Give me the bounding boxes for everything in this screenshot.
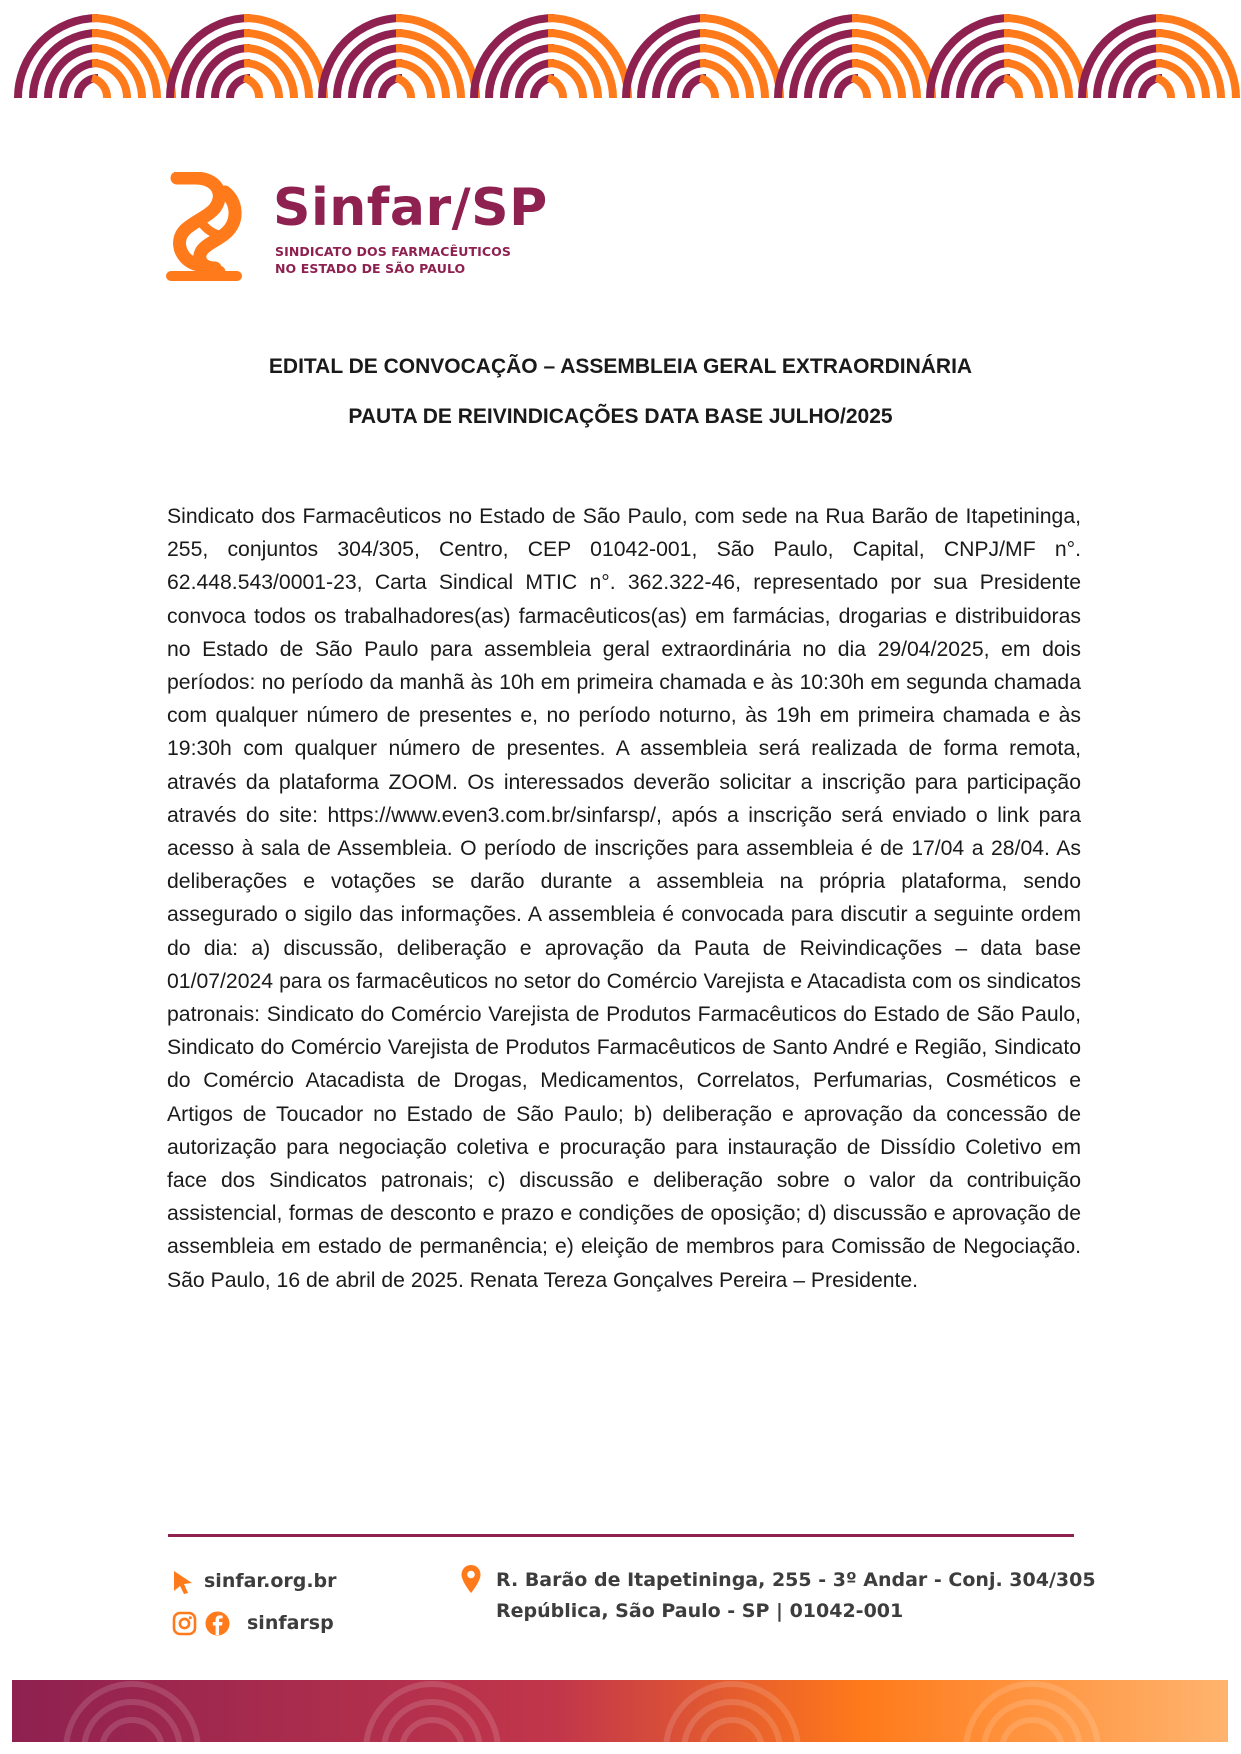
footer-divider — [168, 1534, 1074, 1537]
location-pin-icon — [460, 1564, 482, 1594]
address-line2: República, São Paulo - SP | 01042-001 — [496, 1600, 904, 1622]
brand-name: Sinfar/SP — [273, 178, 548, 238]
top-decorative-band — [0, 0, 1241, 110]
sinfar-logo-mark-icon — [165, 172, 245, 282]
address-line1: R. Barão de Itapetininga, 255 - 3º Andar - Conj. 304/305 — [496, 1569, 1096, 1591]
document-title: EDITAL DE CONVOCAÇÃO – ASSEMBLEIA GERAL EXTRAORDINÁRIA — [268, 355, 973, 378]
instagram-icon[interactable] — [172, 1611, 197, 1636]
brand-subtitle-line1: SINDICATO DOS FARMACÊUTICOS — [275, 244, 511, 259]
bottom-decorative-band — [12, 1680, 1228, 1742]
social-handle[interactable]: sinfarsp — [247, 1612, 334, 1634]
document-subtitle: PAUTA DE REIVINDICAÇÕES DATA BASE JULHO/2025 — [348, 405, 893, 428]
convocation-body: Sindicato dos Farmacêuticos no Estado de São Paulo, com sede na Rua Barão de Itapetininga, 255, conjuntos 304/305, Centro, CEP 01042-001, São Paulo, Capital, CNPJ/MF n°. 62.448.543/0001-23, Carta Sindical MTIC n°. 362.322-46, representado por sua Presidente convoca todos os trabalhadores(as) farmacêuticos(as) em farmácias, drogarias e distribuidoras no Estado de São Paulo para assembleia geral extraordinária no dia 29/04/2025, em dois períodos: no período da manhã às 10h em primeira chamada e às 10:30h em segunda chamada com qualquer número de presentes e, no período noturno, às 19h em primeira chamada e às 19:30h com qualquer número de presentes. A assembleia será realizada de forma remota, através da plataforma ZOOM. Os interessados deverão solicitar a inscrição para participação através do site: https://www.even3.com.br/sinfarsp/, após a inscrição será enviado o link para acesso à sala de Assembleia. O período de inscrições para assembleia é de 17/04 a 28/04. As deliberações e votações se darão durante a assembleia na própria plataforma, sendo assegurado o sigilo das informações. A assembleia é convocada para discutir a seguinte ordem do dia: a) discussão, deliberação e aprovação da Pauta de Reivindicações – data base 01/07/2024 para os farmacêuticos no setor do Comércio Varejista e Atacadista com os sindicatos patronais: Sindicato do Comércio Varejista de Produtos Farmacêuticos do Estado de São Paulo, Sindicato do Comércio Varejista de Produtos Farmacêuticos de Santo André e Região, Sindicato do Comércio Atacadista de Drogas, Medicamentos, Correlatos, Perfumarias, Cosméticos e Artigos de Toucador no Estado de São Paulo; b) deliberação e aprovação da concessão de autorização para negociação coletiva e procuração para instauração de Dissídio Coletivo em face dos Sindicatos patronais; c) discussão e deliberação sobre o valor da contribuição assistencial, formas de desconto e prazo e condições de oposição; d) discussão e aprovação de assembleia em estado de permanência; e) eleição de membros para Comissão de Negociação. São Paulo, 16 de abril de 2025. Renata Tereza Gonçalves Pereira – Presidente. — [167, 505, 1081, 1292]
cursor-icon — [172, 1569, 194, 1595]
brand-subtitle-line2: NO ESTADO DE SÃO PAULO — [275, 261, 466, 276]
sinfar-logo — [165, 170, 585, 285]
website-link[interactable]: sinfar.org.br — [204, 1570, 337, 1592]
facebook-icon[interactable] — [205, 1611, 230, 1636]
